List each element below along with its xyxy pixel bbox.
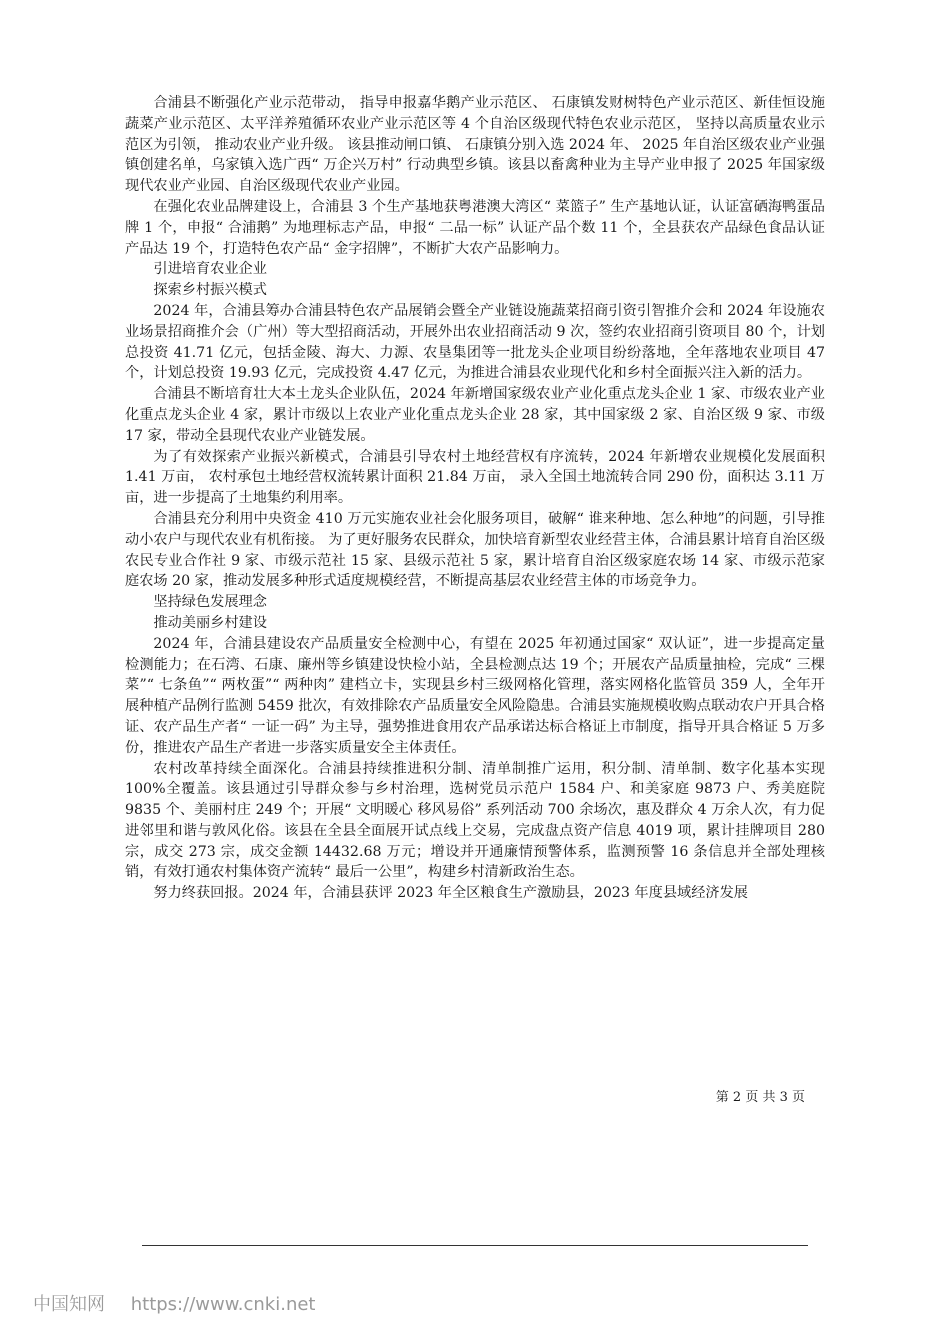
- body-paragraph: 合浦县不断强化产业示范带动， 指导申报嘉华鹅产业示范区、 石康镇发财树特色产业示范区、新佳恒设施蔬菜产业示范区、太平洋养殖循环农业产业示范区等 4 个自治区级现代特色农业示范区， 坚持以高质量农业示范区为引领， 推动农业产业升级。 该县推动闸口镇、 石康镇分别入选 2024 年、 2025 年自治区级农业产业强镇创建名单，乌家镇入选广西“ 万企兴万村” 行动典型乡镇。该县以畜禽种业为主导产业申报了 2025 年国家级现代农业产业园、自治区级现代农业产业园。: [125, 95, 825, 195]
- section-heading: 探索乡村振兴模式: [153, 282, 267, 299]
- cnki-watermark: [33, 1293, 315, 1317]
- watermark-url: https://www.cnki.net: [130, 1294, 316, 1315]
- body-paragraph: 为了有效探索产业振兴新模式，合浦县引导农村土地经营权有序流转，2024 年新增农业规模化发展面积 1.41 万亩， 农村承包土地经营权流转累计面积 21.84 万亩， 录入全国土地流转合同 290 份，面积达 3.11 万亩，进一步提高了土地集约利用率。: [125, 448, 825, 507]
- page-number: 第 2 页 共 3 页: [715, 1090, 805, 1105]
- body-paragraph: 在强化农业品牌建设上，合浦县 3 个生产基地获粤港澳大湾区“ 菜篮子” 生产基地认证，认证富硒海鸭蛋品牌 1 个，申报“ 合浦鹅” 为地理标志产品，申报“ 二品一标” 认证产品个数 11 个，全县获农产品绿色食品认证产品达 19 个，打造特色农产品“ 金字招牌”，不断扩大农产品影响力。: [125, 198, 825, 257]
- section-heading: 引进培育农业企业: [153, 261, 267, 278]
- article-body: [125, 93, 825, 904]
- watermark-brand: 中国知网: [33, 1294, 105, 1315]
- body-paragraph: 合浦县不断培育壮大本土龙头企业队伍，2024 年新增国家级农业产业化重点龙头企业 1 家、市级农业产业化重点龙头企业 4 家，累计市级以上农业产业化重点龙头企业 28 家，其中国家级 2 家、自治区级 9 家、市级 17 家，带动全县现代农业产业链发展。: [125, 386, 825, 444]
- body-paragraph: 农村改革持续全面深化。合浦县持续推进积分制、清单制推广运用，积分制、清单制、数字化基本实现 100%全覆盖。该县通过引导群众参与乡村治理，选树党员示范户 1584 户、和美家庭 9873 户、秀美庭院 9835 个、美丽村庄 249 个；开展“ 文明暖心 移风易俗” 系列活动 700 余场次，惠及群众 4 万余人次，有力促进邻里和谐与敦风化俗。该县在全县全面展开试点线上交易，完成盘点资产信息 4019 项，累计挂牌项目 280 宗，成交 273 宗，成交金额 14432.68 万元；增设并开通廉情预警体系，监测预警 16 条信息并全部处理核销，有效打通农村集体资产流转“ 最后一公里”，构建乡村清新政治生态。: [125, 760, 825, 881]
- body-paragraph: 合浦县充分利用中央资金 410 万元实施农业社会化服务项目，破解“ 谁来种地、怎么种地”的问题，引导推动小农户与现代农业有机衔接。 为了更好服务农民群众，加快培育新型农业经营主体，合浦县累计培育自治区级农民专业合作社 9 家、市级示范社 15 家、县级示范社 5 家，累计培育自治区级家庭农场 14 家、市级示范家庭农场 20 家，推动发展多种形式适度规模经营，不断提高基层农业经营主体的市场竞争力。: [125, 510, 825, 590]
- body-paragraph: 2024 年，合浦县建设农产品质量安全检测中心，有望在 2025 年初通过国家“ 双认证”，进一步提高定量检测能力；在石湾、石康、廉州等乡镇建设快检小站，全县检测点达 19 个；开展农产品质量抽检，完成“ 三棵菜”“ 七条鱼”“ 两枚蛋”“ 两种肉” 建档立卡，实现县乡村三级网格化管理，落实网格化监管员 359 人，全年开展种植产品例行监测 5459 批次，有效排除农产品质量安全风险隐患。合浦县实施规模收购点联动农户开具合格证、农产品生产者“ 一证一码” 为主导，强势推进食用农产品承诺达标合格证上市制度，指导开具合格证 5 万多份，推进农产品生产者进一步落实质量安全主体责任。: [125, 635, 825, 756]
- body-paragraph: 2024 年，合浦县筹办合浦县特色农产品展销会暨全产业链设施蔬菜招商引资引智推介会和 2024 年设施农业场景招商推介会（广州）等大型招商活动，开展外出农业招商活动 9 次，签约农业招商引资项目 80 个，计划总投资 41.71 亿元，包括金陵、海大、力源、农垦集团等一批龙头企业项目纷纷落地，全年落地农业项目 47 个，计划总投资 19.93 亿元，完成投资 4.47 亿元，为推进合浦县农业现代化和乡村全面振兴注入新的活力。: [125, 302, 825, 382]
- section-heading: 推动美丽乡村建设: [153, 614, 267, 631]
- footer-divider: [142, 1245, 808, 1246]
- body-paragraph: 努力终获回报。2024 年，合浦县获评 2023 年全区粮食生产激励县，2023 年度县域经济发展: [153, 885, 748, 902]
- section-heading: 坚持绿色发展理念: [153, 594, 267, 611]
